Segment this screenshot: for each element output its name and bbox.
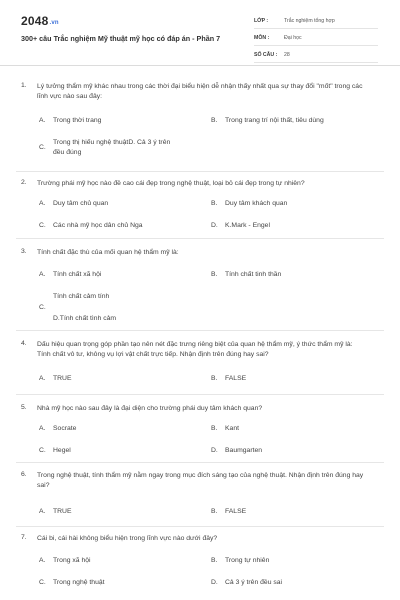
question-number: 3. [21, 248, 27, 255]
logo-text: 2048 [21, 14, 49, 28]
question-number: 6. [21, 471, 27, 478]
meta-value: Trắc nghiệm tổng hợp [284, 18, 335, 24]
question-text: Lý tưởng thẩm mỹ khác nhau trong các thời đại biểu hiện dễ nhận thấy nhất qua sự thay đổi "mốt" trong các lĩnh vực nào sau đây: [37, 83, 363, 100]
option-text: Tính chất cảm tính [53, 293, 110, 300]
header [0, 0, 400, 66]
option-text: Trong thị hiếu nghệ thuậtD. Cả 3 ý trên đều đúng [53, 139, 171, 156]
option-text: Trong xã hội [53, 557, 91, 564]
question-text: Tính chất đặc thù của mối quan hệ thẩm mỹ là: [37, 249, 179, 256]
meta-panel [254, 14, 378, 65]
option-text: Socrate [53, 425, 77, 432]
question-text: Trong nghệ thuật, tính thẩm mỹ nằm ngay trong mục đích sáng tạo của nghệ thuật. Nhận định trên đúng hay sai? [37, 472, 364, 489]
option-letter: C. [39, 144, 46, 151]
meta-row-class [254, 14, 378, 29]
option-text: Các nhà mỹ học dân chủ Nga [53, 222, 143, 229]
option-letter: B. [211, 508, 218, 515]
question-number: 2. [21, 179, 27, 186]
divider [16, 394, 384, 395]
divider [16, 462, 384, 463]
option-letter: C. [39, 222, 46, 229]
logo-suffix: .vn [49, 20, 59, 26]
option-text: Baumgarten [225, 447, 263, 454]
option-letter: C. [39, 579, 46, 586]
option-text: Cả 3 ý trên đều sai [225, 579, 283, 586]
option-letter: A. [39, 375, 46, 382]
option-letter: A. [39, 200, 46, 207]
option-letter: B. [211, 271, 218, 278]
meta-key: LỚP : [254, 18, 269, 24]
option-letter: A. [39, 117, 46, 124]
option-text: Trong thời trang [53, 117, 102, 124]
question-number: 7. [21, 534, 27, 541]
divider [16, 330, 384, 331]
option-text: Trong trang trí nội thất, tiêu dùng [225, 117, 324, 124]
meta-row-subject [254, 31, 378, 46]
option-letter: C. [39, 447, 46, 454]
option-letter: A. [39, 557, 46, 564]
option-letter: D. [211, 447, 218, 454]
question-text: Dấu hiệu quan trọng góp phần tạo nên nét đặc trưng riêng biệt của quan hệ thẩm mỹ, ý thức thẩm mỹ là: Tính chất vô tư, không vụ lợi vật chất trực tiếp. Nhận định trên đúng hay sai? [37, 341, 353, 358]
option-letter: A. [39, 425, 46, 432]
option-letter: B. [211, 200, 218, 207]
option-text: Tính chất xã hội [53, 271, 102, 278]
question-number: 1. [21, 82, 27, 89]
option-text: Duy tâm khách quan [225, 200, 288, 207]
option-text: Trong tự nhiên [225, 557, 270, 564]
option-text: Tính chất tinh thần [225, 271, 282, 278]
option-text: Hegel [53, 447, 71, 454]
option-text: Duy tâm chủ quan [53, 200, 109, 207]
meta-key: SỐ CÂU : [254, 52, 278, 58]
option-text: Kant [225, 425, 239, 432]
question-text: Nhà mỹ học nào sau đây là đại diện cho trường phái duy tâm khách quan? [37, 405, 263, 412]
option-text: K.Mark - Engel [225, 222, 270, 229]
divider [16, 238, 384, 239]
option-letter: A. [39, 271, 46, 278]
option-letter: B. [211, 557, 218, 564]
divider [16, 526, 384, 527]
option-letter: A. [39, 508, 46, 515]
option-text: Trong nghệ thuật [53, 579, 105, 586]
document-title: 300+ câu Trắc nghiệm Mỹ thuật mỹ học có đáp án - Phần 7 [21, 34, 221, 43]
meta-row-count [254, 48, 378, 63]
question-text: Cái bi, cái hài không biểu hiện trong lĩnh vực nào dưới đây? [37, 535, 218, 542]
option-text: TRUE [53, 375, 72, 382]
meta-key: MÔN : [254, 35, 270, 41]
question-number: 5. [21, 404, 27, 411]
option-text: FALSE [225, 375, 247, 382]
option-letter: B. [211, 117, 218, 124]
question-number: 4. [21, 340, 27, 347]
option-text: FALSE [225, 508, 247, 515]
option-letter: B. [211, 425, 218, 432]
option-letter: C. [39, 304, 46, 311]
meta-value: 28 [284, 52, 290, 58]
option-text: TRUE [53, 508, 72, 515]
option-text: D.Tính chất tình cảm [53, 315, 117, 322]
option-letter: D. [211, 579, 218, 586]
option-letter: B. [211, 375, 218, 382]
divider [16, 171, 384, 172]
meta-value: Đại học [284, 35, 302, 41]
question-text: Trường phái mỹ học nào đề cao cái đẹp trong nghệ thuật, loại bỏ cái đẹp trong tự nhiên? [37, 180, 305, 187]
site-logo[interactable] [21, 14, 59, 28]
option-letter: D. [211, 222, 218, 229]
